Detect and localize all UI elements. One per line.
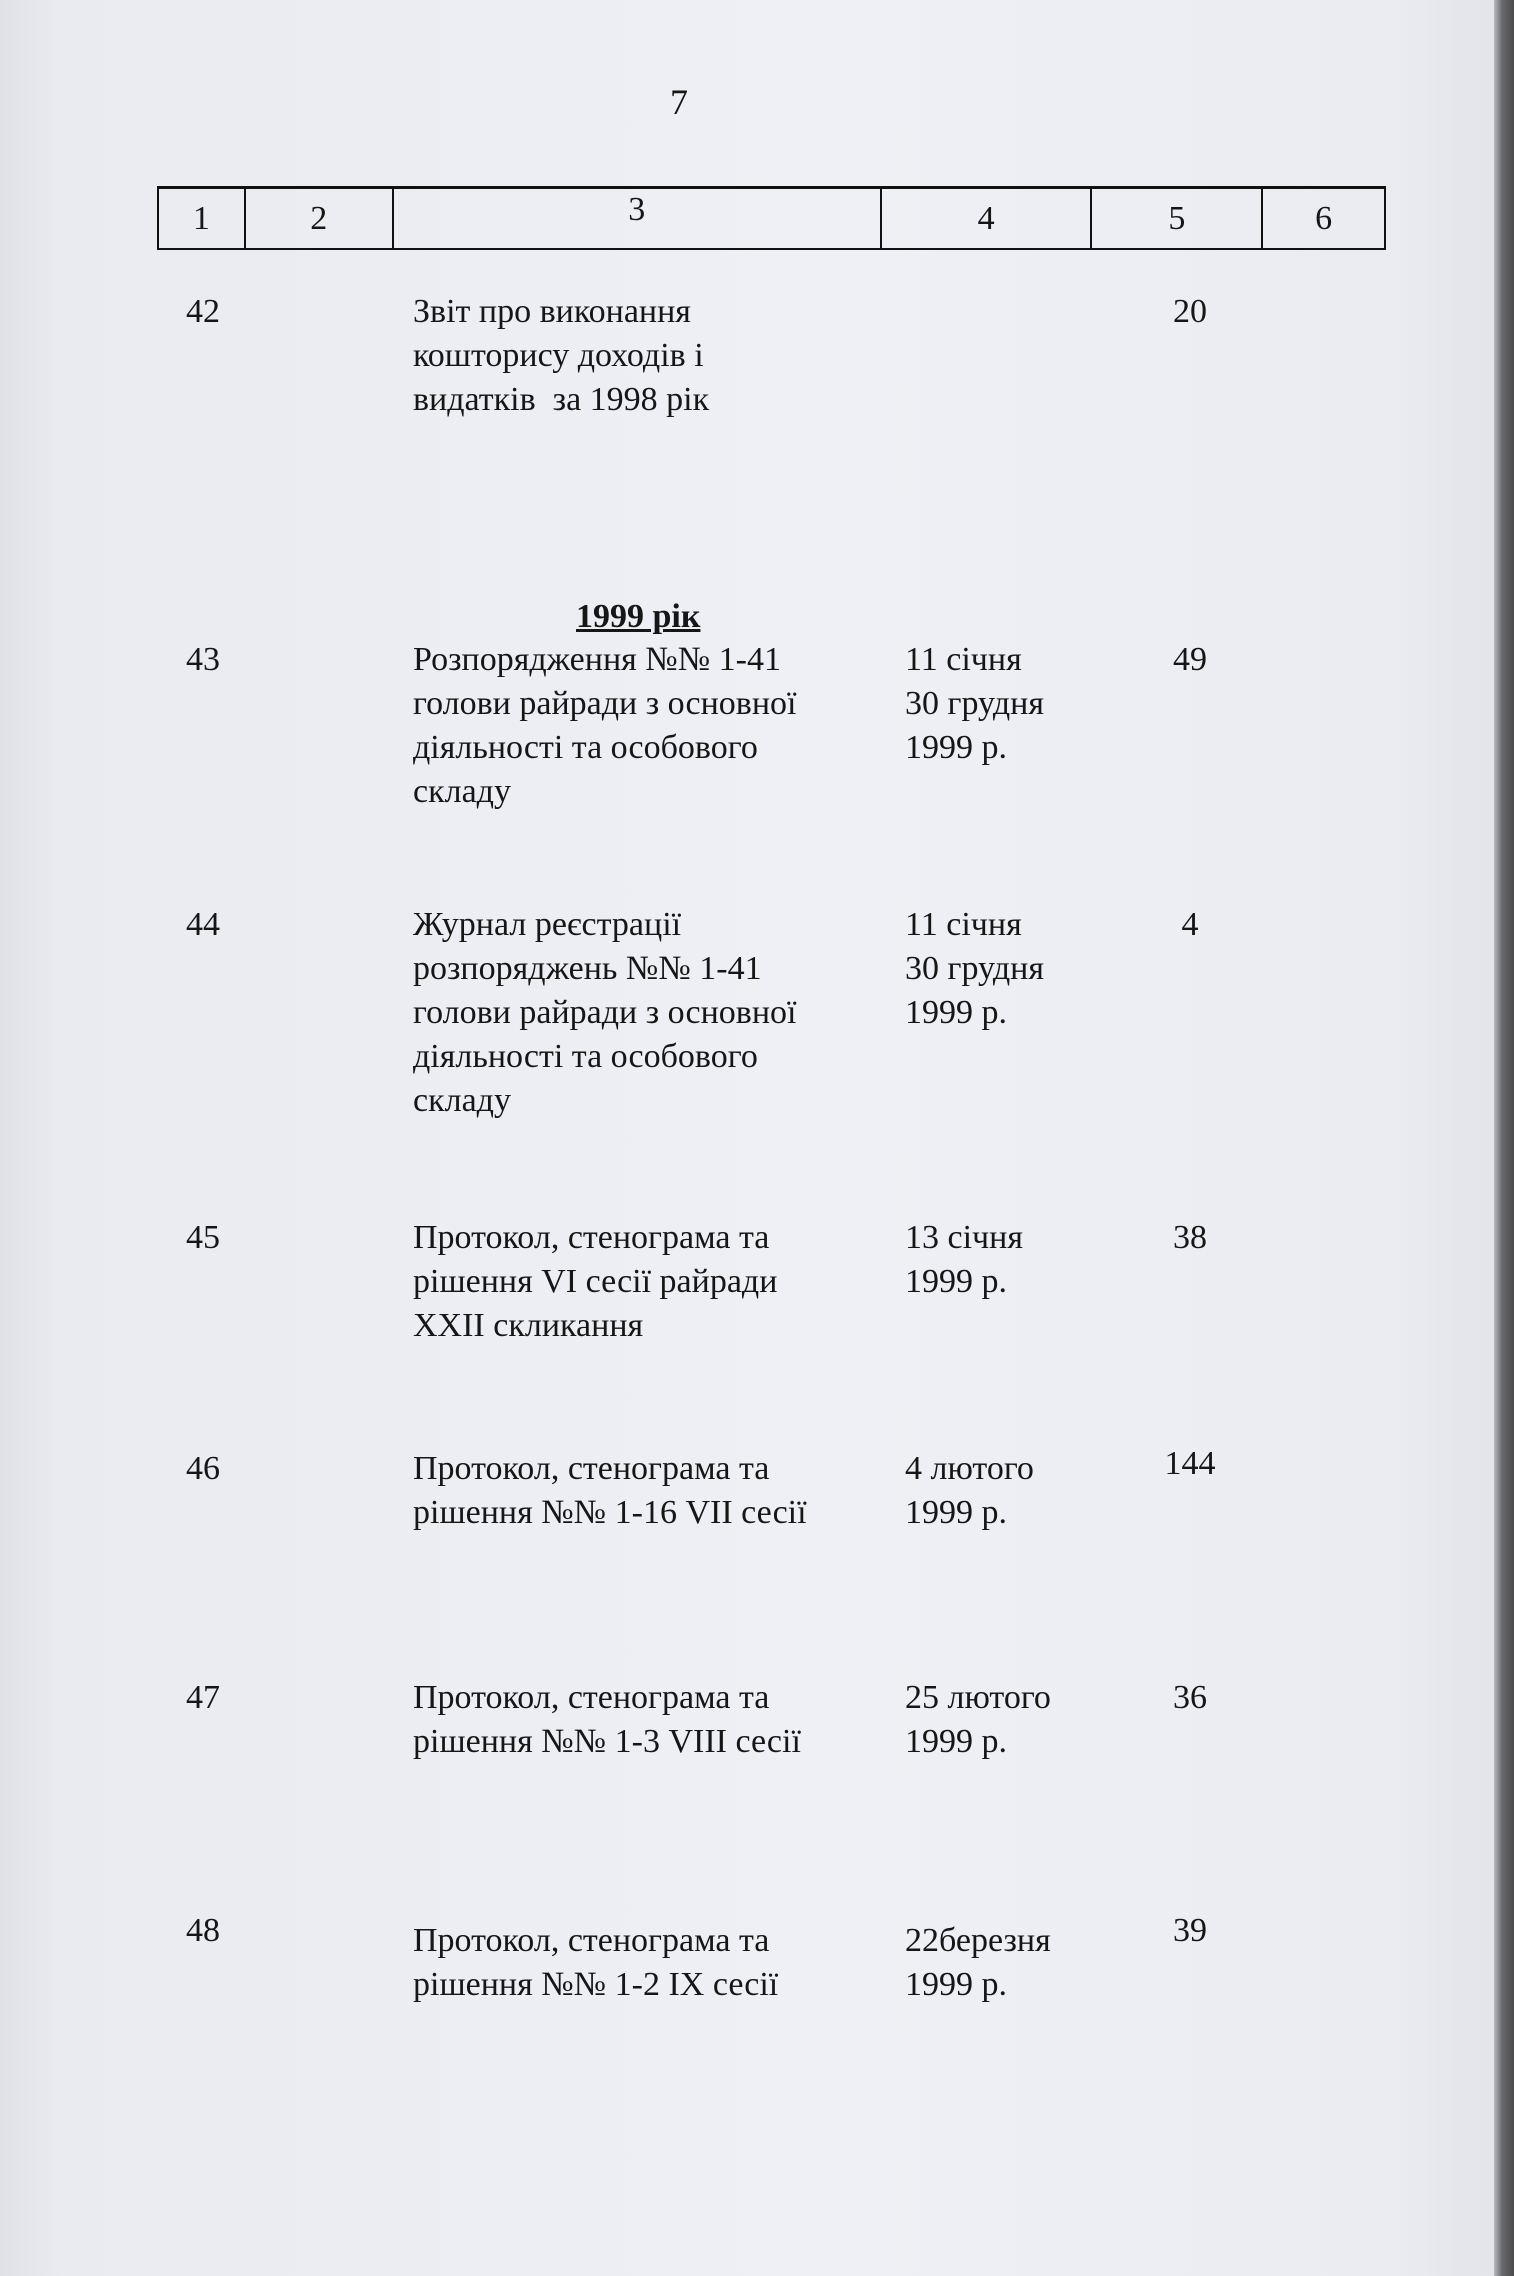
record-date-line: 1999 р. [905,1263,1007,1300]
record-title-line: голови райради з основної [413,685,797,722]
record-date-line: 4 лютого [905,1450,1034,1487]
record-sheet-count: 49 [1173,641,1207,678]
record-title-line: рішення №№ 1-2 IX сесії [413,1966,779,2003]
header-cell-2: 2 [246,189,394,248]
record-number: 46 [186,1450,220,1487]
column-header-table [157,186,1386,250]
record-title-line: розпоряджень №№ 1-41 [413,950,762,987]
record-title-line: Протокол, стенограма та [413,1450,770,1487]
record-date-line: 30 грудня [905,950,1044,987]
record-title-line: рішення №№ 1-3 VIII сесії [413,1723,801,1760]
record-title-line: Протокол, стенограма та [413,1679,770,1716]
record-date-line: 1999 р. [905,729,1007,766]
record-date-line: 11 січня [905,641,1022,678]
record-title-line: Розпорядження №№ 1-41 [413,641,781,678]
record-title [413,290,709,422]
record-date-line: 25 лютого [905,1679,1051,1716]
record-dates [905,1447,1034,1535]
record-title-line: рішення VI сесії райради [413,1263,778,1300]
record-title-line: XXII скликання [413,1307,644,1344]
record-dates [905,903,1044,1035]
record-title [413,903,797,1123]
record-date-line: 22березня [905,1922,1051,1959]
record-title [413,1676,801,1764]
record-number: 43 [186,641,220,678]
page-number: 7 [670,82,688,122]
record-number: 48 [186,1912,220,1949]
record-date-line: 1999 р. [905,1494,1007,1531]
record-dates [905,1919,1051,2007]
scanner-edge [1494,0,1514,2276]
record-number: 42 [186,293,220,330]
record-sheet-count: 20 [1173,293,1207,330]
record-title-line: Звіт про виконання [413,293,691,330]
header-cell-4: 4 [882,189,1093,248]
record-number: 44 [186,906,220,943]
record-title-line: діяльності та особового [413,729,758,766]
record-sheet-count: 144 [1164,1445,1216,1482]
record-title-line: рішення №№ 1-16 VII сесії [413,1494,807,1531]
record-title-line: Протокол, стенограма та [413,1922,770,1959]
record-sheet-count: 39 [1173,1912,1207,1949]
record-date-line: 30 грудня [905,685,1044,722]
record-sheet-count: 38 [1173,1219,1207,1256]
record-dates [905,638,1044,770]
record-title-line: Протокол, стенограма та [413,1219,770,1256]
record-title-line: кошторису доходів і [413,337,704,374]
record-title [413,1447,807,1535]
record-date-line: 13 січня [905,1219,1023,1256]
record-title-line: складу [413,1082,511,1119]
record-title-line: діяльності та особового [413,1038,758,1075]
record-dates [905,1216,1023,1304]
record-title [413,1216,777,1348]
record-title-line: складу [413,773,511,810]
record-number: 47 [186,1679,220,1716]
record-dates [905,1676,1051,1764]
record-date-line: 11 січня [905,906,1022,943]
record-sheet-count: 4 [1181,906,1199,943]
year-heading: 1999 рік [576,598,701,635]
record-date-line: 1999 р. [905,1966,1007,2003]
header-cell-5: 5 [1092,189,1263,248]
record-title [413,638,797,814]
record-title-line: голови райради з основної [413,994,797,1031]
record-date-line: 1999 р. [905,994,1007,1031]
header-cell-3: 3 [394,189,882,248]
record-date-line: 1999 р. [905,1723,1007,1760]
header-cell-6: 6 [1315,199,1333,237]
header-cell-1: 1 [159,189,246,248]
record-sheet-count: 36 [1173,1679,1207,1716]
record-title-line: видатків за 1998 рік [413,381,710,418]
record-title [413,1919,778,2007]
record-number: 45 [186,1219,220,1256]
record-title-line: Журнал реєстрації [413,906,682,943]
